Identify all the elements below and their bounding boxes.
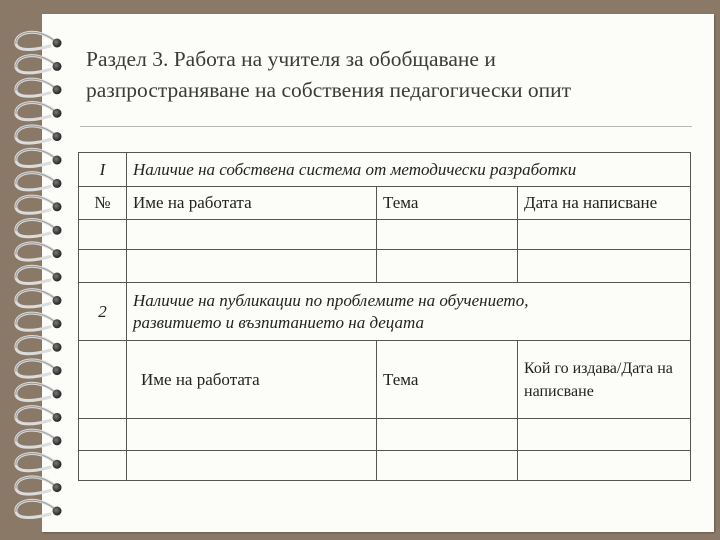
binding-hole [53, 273, 62, 282]
table-row [79, 250, 691, 283]
binding-hole [53, 132, 62, 141]
section1-number: I [79, 153, 127, 187]
binding-hole [53, 460, 62, 469]
binding-hole [53, 436, 62, 445]
table-cell[interactable] [79, 419, 127, 451]
table-cell[interactable] [518, 220, 691, 250]
table-cell[interactable] [127, 451, 377, 481]
binding-hole [53, 39, 62, 48]
table-cell[interactable] [127, 250, 377, 283]
header-number: № [79, 187, 127, 220]
section2-row [79, 283, 691, 341]
binding-hole [53, 319, 62, 328]
section2-heading-line-2: развитието и възпитанието на децата [133, 312, 424, 332]
binding-hole [53, 366, 62, 375]
table-row [79, 451, 691, 481]
binding-hole [53, 483, 62, 492]
table-cell[interactable] [127, 419, 377, 451]
section2-heading-line-1: Наличие на публикации по проблемите на обучението, [133, 290, 529, 310]
header2-topic: Тема [377, 341, 518, 419]
table-cell[interactable] [79, 451, 127, 481]
binding-hole [53, 109, 62, 118]
title-line-1: Раздел 3. Работа на учителя за обобщаване и [86, 47, 496, 71]
spiral-binding [0, 14, 70, 532]
section2-heading [127, 283, 691, 341]
table-cell[interactable] [377, 250, 518, 283]
title-line-2: разпространяване на собствения педагогически опит [86, 78, 572, 102]
table-row [79, 220, 691, 250]
binding-hole [53, 343, 62, 352]
binding-hole [53, 249, 62, 258]
work-table [78, 152, 691, 481]
header-date: Дата на написване [518, 187, 691, 220]
binding-hole [53, 507, 62, 516]
header2-publisher-date: Кой го издава/Дата на написване [518, 341, 691, 419]
section2-number: 2 [79, 283, 127, 341]
table-cell[interactable] [377, 451, 518, 481]
header-topic: Тема [377, 187, 518, 220]
binding-hole [53, 62, 62, 71]
binding-hole [53, 179, 62, 188]
section1-header-row [79, 187, 691, 220]
section1-heading: Наличие на собствена система от методически разработки [127, 153, 691, 187]
table-cell[interactable] [79, 220, 127, 250]
table-cell[interactable] [79, 250, 127, 283]
binding-hole [53, 226, 62, 235]
table-cell[interactable] [518, 250, 691, 283]
slide-title [86, 44, 696, 106]
table-cell[interactable] [127, 220, 377, 250]
binding-hole [53, 156, 62, 165]
header-work-name: Име на работата [127, 187, 377, 220]
table-cell[interactable] [518, 451, 691, 481]
binding-hole [53, 413, 62, 422]
table-cell[interactable] [518, 419, 691, 451]
table-cell [79, 341, 127, 419]
header2-work-name: Име на работата [127, 341, 377, 419]
section1-row [79, 153, 691, 187]
table-cell[interactable] [377, 220, 518, 250]
binding-hole [53, 390, 62, 399]
table-row [79, 419, 691, 451]
binding-hole [53, 85, 62, 94]
title-divider [80, 126, 692, 127]
binding-hole [53, 296, 62, 305]
binding-hole [53, 202, 62, 211]
table-cell[interactable] [377, 419, 518, 451]
section2-header-row [79, 341, 691, 419]
